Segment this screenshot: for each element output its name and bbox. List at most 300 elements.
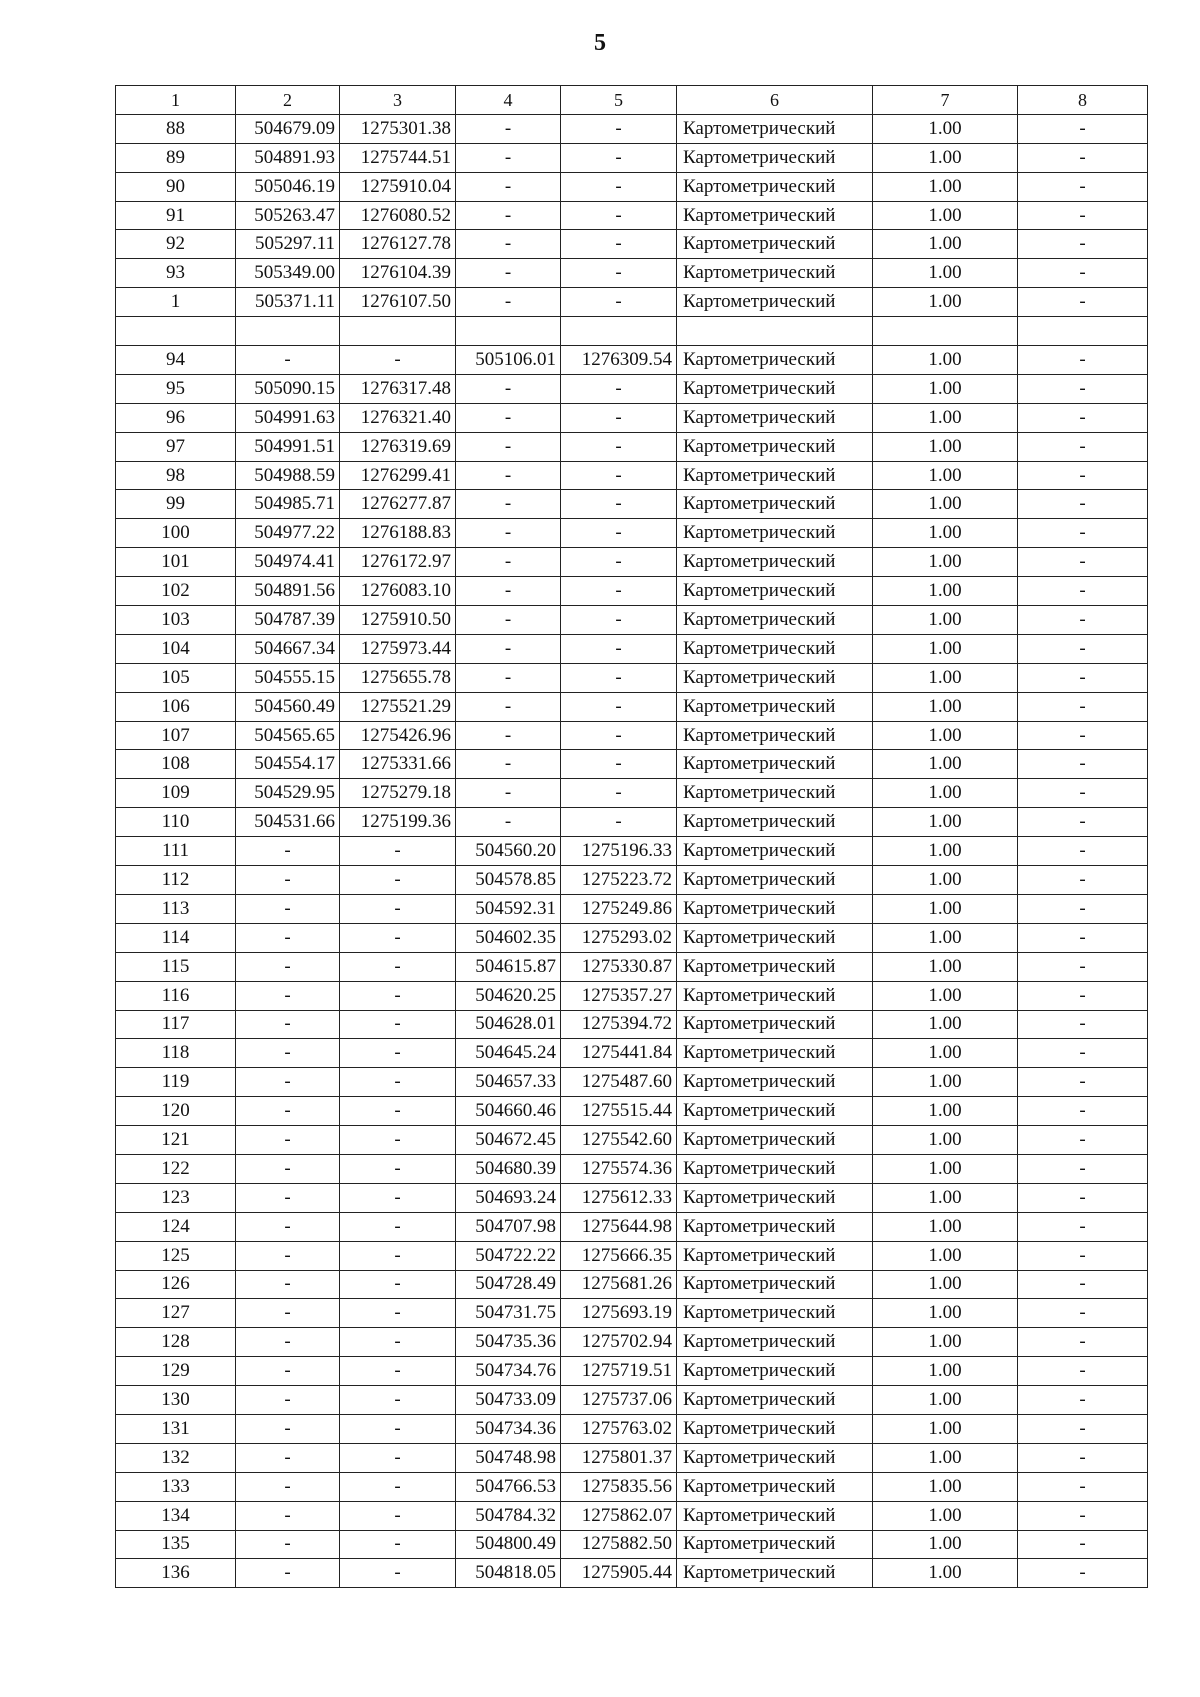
method-cell: Картометрический [677,288,873,317]
y-old-cell: - [340,1386,456,1415]
description-cell: - [1018,490,1148,519]
point-number-cell: 109 [116,779,236,808]
x-old-cell: - [236,1501,340,1530]
x-new-cell: 504615.87 [456,952,561,981]
point-number-cell: 126 [116,1270,236,1299]
point-number-cell: 94 [116,346,236,375]
x-new-cell: 504766.53 [456,1472,561,1501]
point-number-cell: 93 [116,259,236,288]
method-cell: Картометрический [677,461,873,490]
precision-cell: 1.00 [873,172,1018,201]
x-old-cell: - [236,866,340,895]
method-cell: Картометрический [677,432,873,461]
method-cell: Картометрический [677,952,873,981]
y-new-cell: 1275574.36 [561,1154,677,1183]
precision-cell: 1.00 [873,1328,1018,1357]
x-old-cell: - [236,1241,340,1270]
table-row [116,952,1148,981]
precision-cell: 1.00 [873,663,1018,692]
y-old-cell: - [340,894,456,923]
precision-cell: 1.00 [873,866,1018,895]
x-old-cell: - [236,1270,340,1299]
y-new-cell: 1275293.02 [561,923,677,952]
table-row [116,519,1148,548]
y-old-cell: - [340,1414,456,1443]
precision-cell: 1.00 [873,837,1018,866]
x-old-cell: - [236,894,340,923]
table-row [116,1010,1148,1039]
table-row [116,981,1148,1010]
y-new-cell: - [561,779,677,808]
y-old-cell: 1275331.66 [340,750,456,779]
y-old-cell: 1275279.18 [340,779,456,808]
point-number-cell: 105 [116,663,236,692]
table-row [116,317,1148,346]
description-cell: - [1018,143,1148,172]
precision-cell: 1.00 [873,1472,1018,1501]
point-number-cell: 108 [116,750,236,779]
table-row [116,201,1148,230]
x-new-cell: - [456,432,561,461]
description-cell: - [1018,1183,1148,1212]
y-old-cell: 1275973.44 [340,634,456,663]
description-cell: - [1018,1414,1148,1443]
table-header-row [116,86,1148,115]
y-old-cell: 1276299.41 [340,461,456,490]
y-new-cell: 1275249.86 [561,894,677,923]
y-old-cell: 1276080.52 [340,201,456,230]
description-cell: - [1018,837,1148,866]
x-old-cell: 504565.65 [236,721,340,750]
point-number-cell: 130 [116,1386,236,1415]
y-old-cell: - [340,1039,456,1068]
x-new-cell: - [456,808,561,837]
x-old-cell: - [236,1328,340,1357]
method-cell: Картометрический [677,837,873,866]
method-cell: Картометрический [677,1212,873,1241]
method-cell: Картометрический [677,172,873,201]
table-row [116,288,1148,317]
precision-cell: 1.00 [873,1039,1018,1068]
y-new-cell: - [561,201,677,230]
x-old-cell: - [236,346,340,375]
x-new-cell: 504578.85 [456,866,561,895]
y-new-cell: - [561,172,677,201]
x-old-cell: 505046.19 [236,172,340,201]
method-cell: Картометрический [677,779,873,808]
x-new-cell: 504800.49 [456,1530,561,1559]
x-new-cell: - [456,143,561,172]
description-cell: - [1018,923,1148,952]
y-new-cell: 1275330.87 [561,952,677,981]
precision-cell: 1.00 [873,750,1018,779]
y-old-cell: - [340,1068,456,1097]
point-number-cell: 111 [116,837,236,866]
description-cell: - [1018,1530,1148,1559]
description-cell: - [1018,519,1148,548]
description-cell: - [1018,663,1148,692]
point-number-cell: 103 [116,606,236,635]
table-row [116,1443,1148,1472]
precision-cell: 1.00 [873,432,1018,461]
x-old-cell: 504988.59 [236,461,340,490]
method-cell: Картометрический [677,403,873,432]
precision-cell: 1.00 [873,1154,1018,1183]
table-row [116,1328,1148,1357]
x-new-cell: - [456,548,561,577]
precision-cell: 1.00 [873,808,1018,837]
x-old-cell: - [236,1097,340,1126]
method-cell: Картометрический [677,1010,873,1039]
x-new-cell: - [456,259,561,288]
method-cell: Картометрический [677,201,873,230]
y-new-cell: - [561,577,677,606]
precision-cell: 1.00 [873,1212,1018,1241]
method-cell: Картометрический [677,1039,873,1068]
description-cell: - [1018,692,1148,721]
y-new-cell: 1275223.72 [561,866,677,895]
point-number-cell: 131 [116,1414,236,1443]
x-new-cell [456,317,561,346]
method-cell: Картометрический [677,1154,873,1183]
column-header: 8 [1018,86,1148,115]
description-cell: - [1018,606,1148,635]
point-number-cell: 102 [116,577,236,606]
y-old-cell: 1275655.78 [340,663,456,692]
x-old-cell: 504531.66 [236,808,340,837]
method-cell: Картометрический [677,230,873,259]
method-cell: Картометрический [677,1530,873,1559]
table-row [116,259,1148,288]
description-cell: - [1018,721,1148,750]
precision-cell: 1.00 [873,1357,1018,1386]
description-cell: - [1018,1472,1148,1501]
method-cell: Картометрический [677,981,873,1010]
y-old-cell: - [340,1241,456,1270]
x-new-cell: 504731.75 [456,1299,561,1328]
method-cell: Картометрический [677,866,873,895]
table-row [116,1212,1148,1241]
y-new-cell: 1275702.94 [561,1328,677,1357]
x-old-cell: 504787.39 [236,606,340,635]
y-old-cell: - [340,1443,456,1472]
y-new-cell: 1275515.44 [561,1097,677,1126]
table-row [116,172,1148,201]
y-new-cell: - [561,750,677,779]
x-old-cell: 505090.15 [236,374,340,403]
x-new-cell: - [456,230,561,259]
description-cell: - [1018,1097,1148,1126]
y-old-cell: - [340,1472,456,1501]
y-new-cell: - [561,692,677,721]
description-cell: - [1018,1039,1148,1068]
x-new-cell: 504660.46 [456,1097,561,1126]
point-number-cell: 1 [116,288,236,317]
description-cell: - [1018,866,1148,895]
method-cell: Картометрический [677,1270,873,1299]
point-number-cell: 101 [116,548,236,577]
method-cell: Картометрический [677,1068,873,1097]
table-row [116,143,1148,172]
y-old-cell: 1275910.04 [340,172,456,201]
precision-cell: 1.00 [873,1010,1018,1039]
table-row [116,461,1148,490]
y-new-cell: - [561,114,677,143]
y-old-cell: 1275426.96 [340,721,456,750]
y-old-cell: - [340,1559,456,1588]
x-new-cell: 504602.35 [456,923,561,952]
precision-cell: 1.00 [873,1299,1018,1328]
method-cell: Картометрический [677,143,873,172]
x-old-cell: - [236,923,340,952]
method-cell: Картометрический [677,923,873,952]
x-new-cell: 504620.25 [456,981,561,1010]
table-row [116,779,1148,808]
description-cell: - [1018,1501,1148,1530]
description-cell: - [1018,952,1148,981]
table-row [116,1414,1148,1443]
table-row [116,1039,1148,1068]
description-cell [1018,317,1148,346]
x-old-cell: 504679.09 [236,114,340,143]
x-old-cell: - [236,1443,340,1472]
x-old-cell: - [236,1212,340,1241]
table-row [116,490,1148,519]
y-new-cell: - [561,432,677,461]
precision-cell: 1.00 [873,923,1018,952]
y-new-cell [561,317,677,346]
table-row [116,692,1148,721]
y-new-cell: 1275394.72 [561,1010,677,1039]
precision-cell: 1.00 [873,1241,1018,1270]
y-old-cell: - [340,1270,456,1299]
x-new-cell: - [456,606,561,635]
description-cell: - [1018,374,1148,403]
column-header: 4 [456,86,561,115]
point-number-cell [116,317,236,346]
method-cell: Картометрический [677,808,873,837]
x-old-cell: - [236,1357,340,1386]
y-new-cell: - [561,259,677,288]
description-cell: - [1018,779,1148,808]
x-new-cell: 505106.01 [456,346,561,375]
x-old-cell: - [236,837,340,866]
x-old-cell: - [236,1126,340,1155]
precision-cell: 1.00 [873,1414,1018,1443]
y-old-cell: 1276083.10 [340,577,456,606]
method-cell: Картометрический [677,750,873,779]
point-number-cell: 90 [116,172,236,201]
y-new-cell: - [561,548,677,577]
precision-cell: 1.00 [873,1068,1018,1097]
description-cell: - [1018,1299,1148,1328]
method-cell [677,317,873,346]
x-new-cell: - [456,490,561,519]
y-old-cell [340,317,456,346]
x-new-cell: 504628.01 [456,1010,561,1039]
description-cell: - [1018,259,1148,288]
point-number-cell: 133 [116,1472,236,1501]
x-new-cell: - [456,577,561,606]
x-old-cell: - [236,1559,340,1588]
y-new-cell: 1275612.33 [561,1183,677,1212]
y-new-cell: - [561,143,677,172]
precision-cell: 1.00 [873,1097,1018,1126]
point-number-cell: 91 [116,201,236,230]
table-row [116,866,1148,895]
x-new-cell: 504722.22 [456,1241,561,1270]
precision-cell: 1.00 [873,1126,1018,1155]
description-cell: - [1018,750,1148,779]
y-old-cell: - [340,923,456,952]
y-new-cell: - [561,808,677,837]
y-old-cell: 1276172.97 [340,548,456,577]
x-old-cell: 505263.47 [236,201,340,230]
y-new-cell: - [561,374,677,403]
description-cell: - [1018,1010,1148,1039]
precision-cell: 1.00 [873,143,1018,172]
description-cell: - [1018,634,1148,663]
column-header: 5 [561,86,677,115]
point-number-cell: 127 [116,1299,236,1328]
y-new-cell: - [561,288,677,317]
method-cell: Картометрический [677,692,873,721]
precision-cell [873,317,1018,346]
description-cell: - [1018,288,1148,317]
x-old-cell: - [236,1414,340,1443]
y-old-cell: 1275744.51 [340,143,456,172]
precision-cell: 1.00 [873,346,1018,375]
x-old-cell: 505371.11 [236,288,340,317]
point-number-cell: 122 [116,1154,236,1183]
y-old-cell: - [340,1299,456,1328]
x-new-cell: - [456,721,561,750]
y-new-cell: 1275763.02 [561,1414,677,1443]
table-row [116,432,1148,461]
y-old-cell: 1276277.87 [340,490,456,519]
description-cell: - [1018,403,1148,432]
x-old-cell: 504555.15 [236,663,340,692]
point-number-cell: 116 [116,981,236,1010]
y-old-cell: 1275910.50 [340,606,456,635]
y-old-cell: - [340,952,456,981]
description-cell: - [1018,114,1148,143]
y-new-cell: - [561,519,677,548]
column-header: 2 [236,86,340,115]
y-old-cell: - [340,1328,456,1357]
precision-cell: 1.00 [873,634,1018,663]
x-old-cell: 504985.71 [236,490,340,519]
description-cell: - [1018,1241,1148,1270]
y-new-cell: - [561,606,677,635]
x-old-cell: 505297.11 [236,230,340,259]
y-old-cell: - [340,1530,456,1559]
column-header: 3 [340,86,456,115]
method-cell: Картометрический [677,490,873,519]
table-body [116,114,1148,1587]
y-old-cell: - [340,981,456,1010]
x-old-cell: - [236,1039,340,1068]
table-row [116,1154,1148,1183]
table-row [116,634,1148,663]
table-row [116,808,1148,837]
table-row [116,1299,1148,1328]
precision-cell: 1.00 [873,1559,1018,1588]
description-cell: - [1018,1270,1148,1299]
description-cell: - [1018,1212,1148,1241]
point-number-cell: 121 [116,1126,236,1155]
y-old-cell: 1276127.78 [340,230,456,259]
y-new-cell: 1275801.37 [561,1443,677,1472]
table-row [116,1357,1148,1386]
x-new-cell: - [456,172,561,201]
y-old-cell: - [340,1357,456,1386]
precision-cell: 1.00 [873,403,1018,432]
precision-cell: 1.00 [873,288,1018,317]
column-header: 7 [873,86,1018,115]
point-number-cell: 107 [116,721,236,750]
y-new-cell: 1275835.56 [561,1472,677,1501]
description-cell: - [1018,808,1148,837]
y-old-cell: - [340,1212,456,1241]
method-cell: Картометрический [677,577,873,606]
description-cell: - [1018,1126,1148,1155]
method-cell: Картометрический [677,519,873,548]
point-number-cell: 135 [116,1530,236,1559]
description-cell: - [1018,548,1148,577]
method-cell: Картометрический [677,634,873,663]
method-cell: Картометрический [677,346,873,375]
y-new-cell: 1275542.60 [561,1126,677,1155]
table-row [116,837,1148,866]
y-old-cell: - [340,1097,456,1126]
method-cell: Картометрический [677,1241,873,1270]
table-row [116,1126,1148,1155]
point-number-cell: 115 [116,952,236,981]
point-number-cell: 89 [116,143,236,172]
x-old-cell: - [236,1386,340,1415]
point-number-cell: 106 [116,692,236,721]
x-new-cell: 504728.49 [456,1270,561,1299]
x-old-cell: 504891.56 [236,577,340,606]
point-number-cell: 124 [116,1212,236,1241]
x-new-cell: - [456,403,561,432]
table-row [116,230,1148,259]
point-number-cell: 123 [116,1183,236,1212]
x-new-cell: - [456,692,561,721]
point-number-cell: 132 [116,1443,236,1472]
description-cell: - [1018,172,1148,201]
description-cell: - [1018,981,1148,1010]
y-new-cell: - [561,663,677,692]
table-row [116,548,1148,577]
table-row [116,750,1148,779]
y-new-cell: 1275666.35 [561,1241,677,1270]
precision-cell: 1.00 [873,461,1018,490]
y-old-cell: 1276321.40 [340,403,456,432]
precision-cell: 1.00 [873,490,1018,519]
method-cell: Картометрический [677,259,873,288]
point-number-cell: 128 [116,1328,236,1357]
y-old-cell: 1275301.38 [340,114,456,143]
table-row [116,894,1148,923]
x-new-cell: - [456,663,561,692]
page-number: 5 [594,30,606,56]
description-cell: - [1018,894,1148,923]
point-number-cell: 129 [116,1357,236,1386]
precision-cell: 1.00 [873,548,1018,577]
description-cell: - [1018,201,1148,230]
